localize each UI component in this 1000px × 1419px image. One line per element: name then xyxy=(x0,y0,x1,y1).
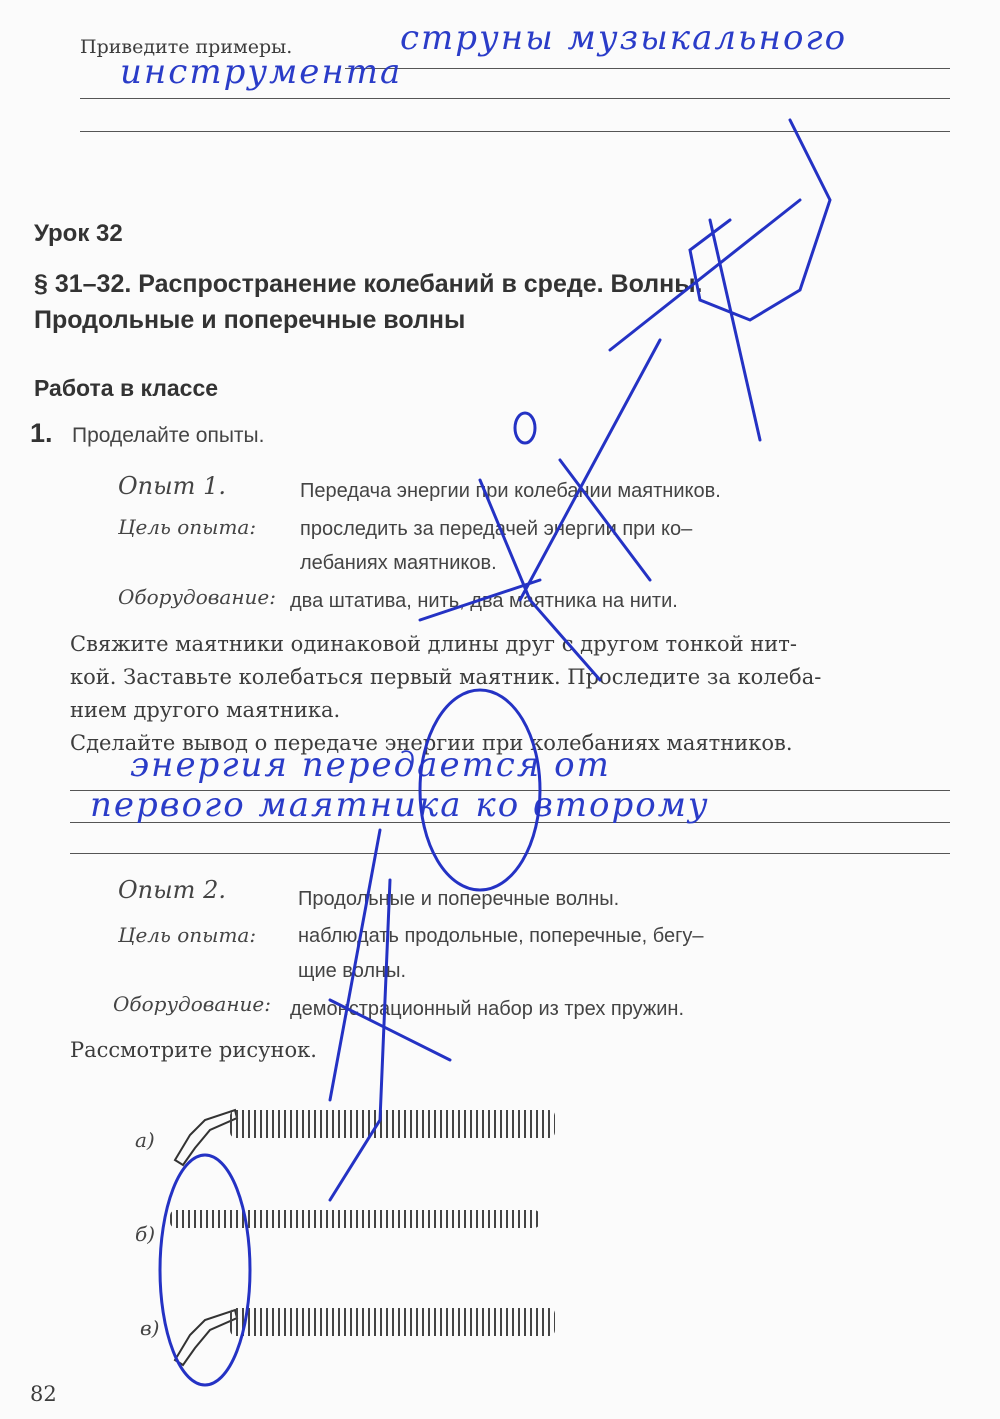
section-heading: Работа в классе xyxy=(34,375,219,401)
answer-line xyxy=(80,98,950,99)
answer-line xyxy=(70,853,950,854)
lesson-number: Урок 32 xyxy=(34,220,123,247)
handwritten-answer: энергия передается от xyxy=(130,745,611,785)
task-number: 1. xyxy=(30,418,53,448)
experiment-title: Передача энергии при колебании маятников. xyxy=(300,480,721,502)
goal-text: щие волны. xyxy=(298,960,407,982)
lesson-title-line: Продольные и поперечные волны xyxy=(34,306,466,334)
handwritten-answer: струны музыкального xyxy=(400,18,848,58)
lesson-title-line: § 31–32. Распространение колебаний в среде. Волны. xyxy=(34,270,703,298)
answer-line xyxy=(345,68,950,69)
goal-text: лебаниях маятников. xyxy=(300,552,497,574)
spring-b xyxy=(170,1210,540,1228)
figure-label: а) xyxy=(135,1128,155,1152)
equipment-label: Оборудование: xyxy=(118,585,276,609)
experiment-title: Продольные и поперечные волны. xyxy=(298,888,620,910)
page-number: 82 xyxy=(30,1382,57,1406)
spring-c xyxy=(230,1308,555,1336)
conclusion-prompt: Сделайте вывод о передаче энергии при колебаниях маятников. xyxy=(70,731,793,755)
instructions-line: Свяжите маятники одинаковой длины друг с другом тонкой нит- xyxy=(70,632,797,656)
equipment-text: два штатива, нить, два маятника на нити. xyxy=(290,590,678,612)
figure-label: б) xyxy=(135,1222,156,1246)
lesson-title xyxy=(34,266,703,338)
instructions-line: кой. Заставьте колебаться первый маятник. Проследите за колеба- xyxy=(70,665,822,689)
figure-prompt: Рассмотрите рисунок. xyxy=(70,1038,317,1062)
handwritten-answer: первого маятника ко второму xyxy=(90,785,710,825)
instructions xyxy=(70,628,940,727)
task-text: Проделайте опыты. xyxy=(72,424,265,447)
examples-prompt: Приведите примеры. xyxy=(80,36,293,58)
equipment-text: демонстрационный набор из трех пружин. xyxy=(290,998,685,1020)
experiment-label: Опыт 1. xyxy=(118,472,226,500)
instructions-line: нием другого маятника. xyxy=(70,698,341,722)
answer-line xyxy=(80,131,950,132)
experiment-label: Опыт 2. xyxy=(118,876,226,904)
goal-text: проследить за передачей энергии при ко– xyxy=(300,518,693,540)
goal-text: наблюдать продольные, поперечные, бегу– xyxy=(298,925,704,947)
handwritten-answer: инструмента xyxy=(120,52,403,92)
spring-a xyxy=(230,1110,555,1138)
figure-label: в) xyxy=(140,1316,160,1340)
equipment-label: Оборудование: xyxy=(113,992,271,1016)
goal-label: Цель опыта: xyxy=(118,515,257,539)
goal-label: Цель опыта: xyxy=(118,923,257,947)
